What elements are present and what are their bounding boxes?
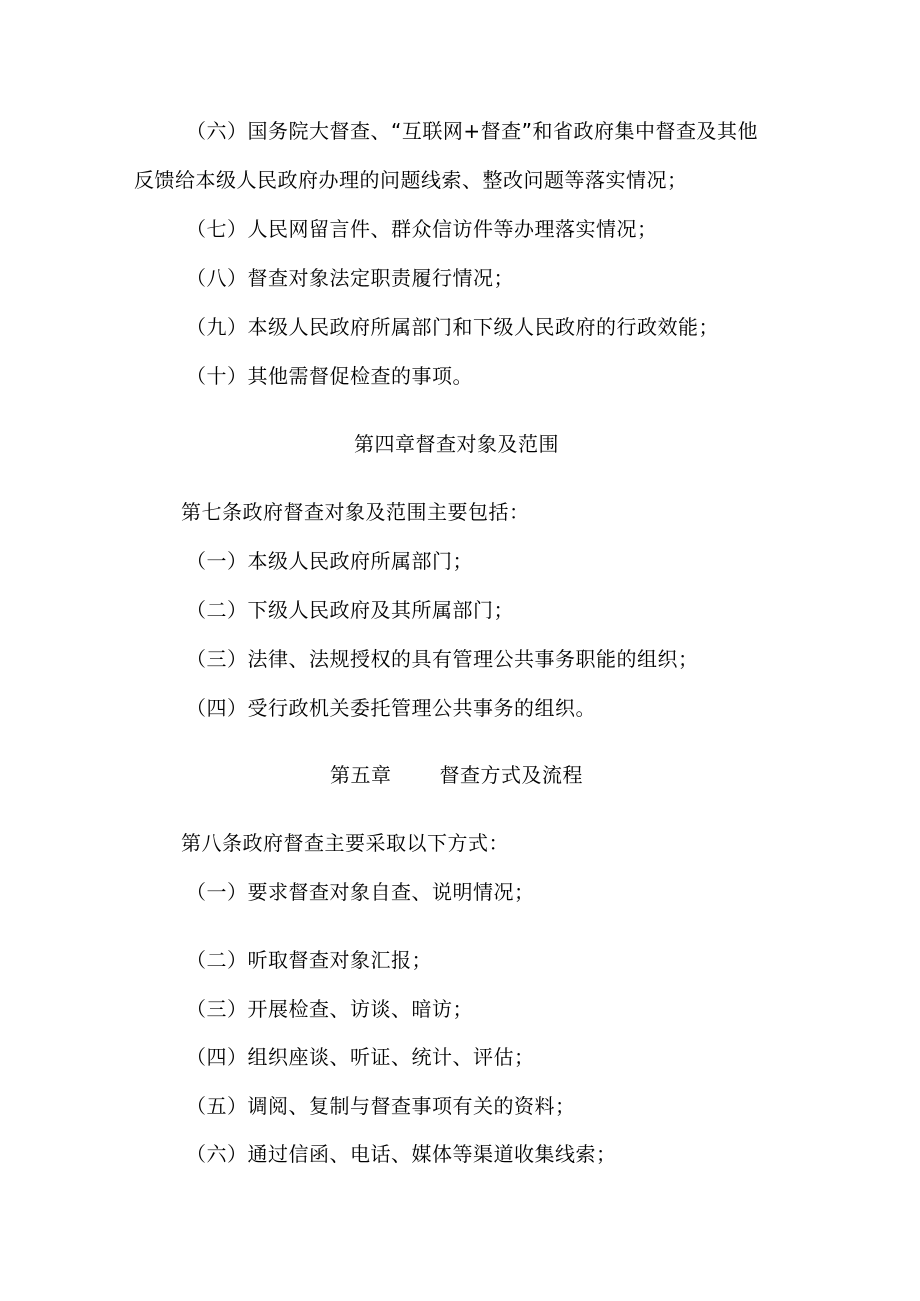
chapter-5-number: 第五章 xyxy=(330,763,392,787)
chapter-4-item-4: （四）受行政机关委托管理公共事务的组织。 xyxy=(186,696,596,720)
paragraph-item-7: （七）人民网留言件、群众信访件等办理落实情况； xyxy=(186,217,658,241)
chapter-4-item-3: （三）法律、法规授权的具有管理公共事务职能的组织； xyxy=(186,647,699,671)
paragraph-item-6-line-1: （六）国务院大督查、“互联网+督查”和省政府集中督查及其他 xyxy=(186,119,758,143)
paragraph-item-8: （八）督查对象法定职责履行情况； xyxy=(186,266,514,290)
article-8: 第八条政府督查主要采取以下方式： xyxy=(181,831,509,855)
chapter-5-title xyxy=(330,763,583,787)
paragraph-item-9: （九）本级人民政府所属部门和下级人民政府的行政效能； xyxy=(186,315,719,339)
chapter-4-item-1: （一）本级人民政府所属部门； xyxy=(186,549,473,573)
chapter-5-item-5: （五）调阅、复制与督查事项有关的资料； xyxy=(186,1094,576,1118)
paragraph-item-6-line-2: 反馈给本级人民政府办理的问题线索、整改问题等落实情况； xyxy=(134,168,688,192)
chapter-5-item-6: （六）通过信函、电话、媒体等渠道收集线索； xyxy=(186,1142,617,1166)
chapter-5-item-2: （二）听取督查对象汇报； xyxy=(186,948,432,972)
chapter-5-name: 督查方式及流程 xyxy=(439,763,583,787)
paragraph-item-10: （十）其他需督促检查的事项。 xyxy=(186,364,473,388)
chapter-5-item-3: （三）开展检查、访谈、暗访； xyxy=(186,997,473,1021)
article-7: 第七条政府督查对象及范围主要包括： xyxy=(181,500,530,524)
chapter-4-title: 第四章督查对象及范围 xyxy=(354,432,559,456)
chapter-5-item-4: （四）组织座谈、听证、统计、评估； xyxy=(186,1045,535,1069)
chapter-5-item-1: （一）要求督查对象自查、说明情况； xyxy=(186,880,535,904)
chapter-4-item-2: （二）下级人民政府及其所属部门； xyxy=(186,598,514,622)
